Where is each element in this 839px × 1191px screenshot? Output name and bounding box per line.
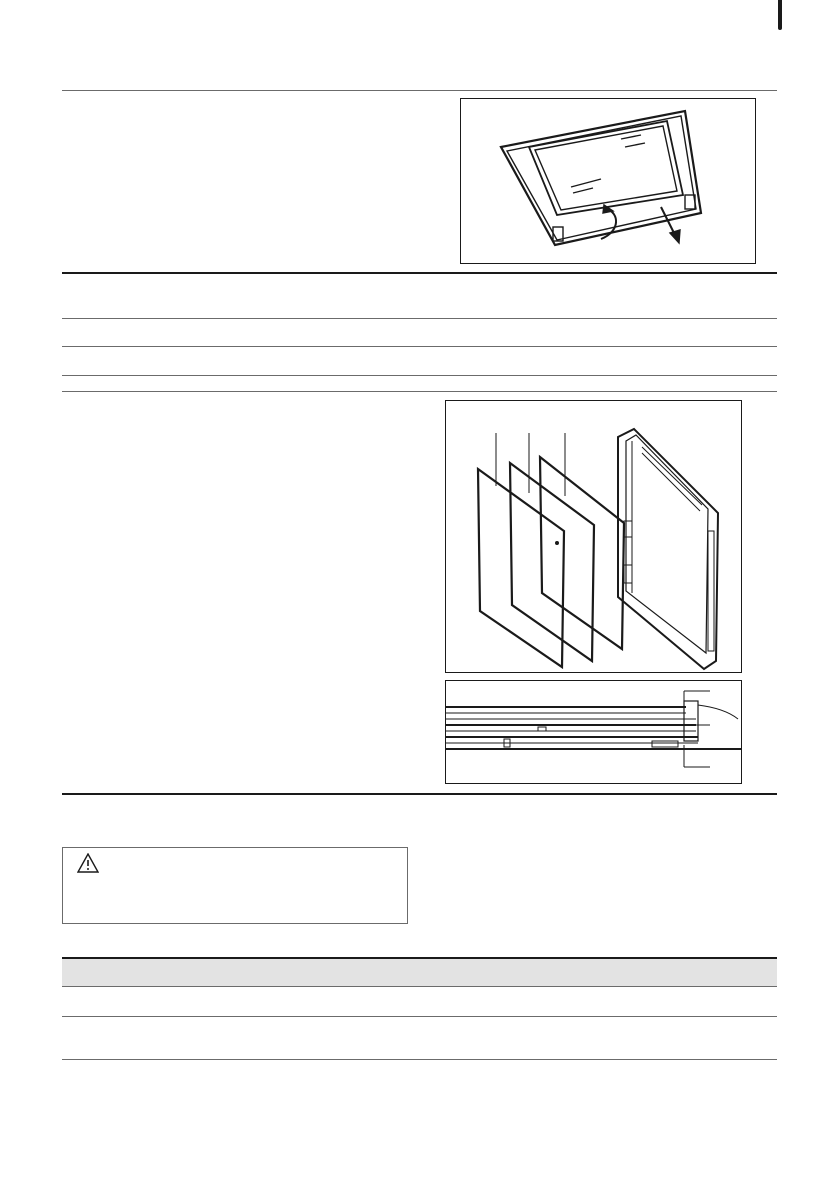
warning-box: [62, 847, 408, 924]
page-corner-mark: [778, 0, 782, 30]
glass-panel-edge-detail-figure: [445, 680, 742, 784]
door-panel-illustration: [461, 99, 755, 263]
table-row-rule-2: [62, 1059, 777, 1060]
row-rule-4: [62, 391, 777, 392]
section-rule-1: [62, 272, 777, 274]
row-rule-2: [62, 346, 777, 347]
row-rule-3: [62, 375, 777, 376]
row-rule-1: [62, 318, 777, 319]
warning-triangle-icon: [77, 853, 99, 873]
glass-panels-illustration: [446, 401, 741, 672]
door-panel-removal-figure: [460, 98, 756, 264]
table-header: [62, 957, 777, 987]
section-rule-top: [62, 90, 777, 91]
glass-panels-exploded-figure: [445, 400, 742, 673]
section-rule-2: [62, 793, 777, 795]
table-row-rule-1: [62, 1016, 777, 1017]
edge-detail-illustration: [446, 681, 741, 783]
